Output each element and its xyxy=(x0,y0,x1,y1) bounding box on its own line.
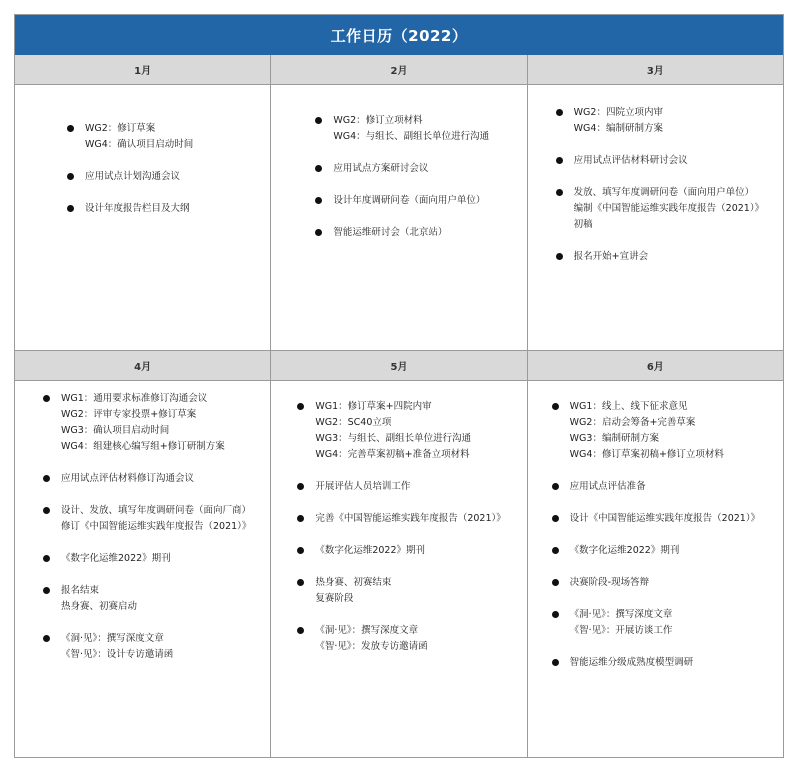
month-cell-jun xyxy=(528,351,783,757)
month-header: 1月 xyxy=(15,55,270,85)
calendar-item xyxy=(297,399,505,463)
calendar-item-line: WG1：修订草案+四院内审 xyxy=(315,401,432,412)
calendar-item-line: WG4：组建核心编写组+修订研制方案 xyxy=(61,441,225,452)
calendar-item-line: WG3：编制研制方案 xyxy=(569,433,659,444)
calendar-item-line: 智能运维分级成熟度模型调研 xyxy=(569,657,694,668)
calendar-item-line: WG1：通用要求标准修订沟通会议 xyxy=(61,393,208,404)
calendar-item xyxy=(315,113,489,145)
month-cell-feb xyxy=(271,55,527,351)
month-cell-jan xyxy=(15,55,271,351)
calendar-item xyxy=(297,543,505,559)
calendar-row-2 xyxy=(15,351,783,757)
calendar-item-line: WG2：启动会筹备+完善草案 xyxy=(569,417,696,428)
calendar-item xyxy=(315,161,489,177)
calendar-item xyxy=(43,391,251,455)
month-header: 6月 xyxy=(528,351,783,381)
calendar-title: 工作日历（2022） xyxy=(15,15,783,55)
calendar-item xyxy=(552,399,760,463)
calendar-item-line: WG4：与组长、副组长单位进行沟通 xyxy=(333,131,490,142)
calendar-item xyxy=(552,575,760,591)
calendar-item-line: 应用试点计划沟通会议 xyxy=(85,171,181,182)
month-item-list xyxy=(43,391,251,679)
month-item-list xyxy=(315,113,489,257)
calendar-item-line: 应用试点方案研讨会议 xyxy=(333,163,429,174)
month-header: 4月 xyxy=(15,351,270,381)
calendar-item-line: 智能运维研讨会（北京站） xyxy=(333,227,448,238)
calendar-item xyxy=(552,607,760,639)
calendar-item-line: 决赛阶段-现场答辩 xyxy=(569,577,650,588)
month-item-list xyxy=(556,105,764,281)
calendar-item xyxy=(297,479,505,495)
calendar-item-line: 应用试点评估准备 xyxy=(569,481,646,492)
month-item-list xyxy=(67,121,193,233)
calendar-item-line: 应用试点评估材料研讨会议 xyxy=(573,155,688,166)
calendar-item xyxy=(552,543,760,559)
calendar-item xyxy=(43,631,251,663)
calendar-item-line: WG2：评审专家投票+修订草案 xyxy=(61,409,197,420)
calendar-item xyxy=(67,121,193,153)
calendar-item xyxy=(43,551,251,567)
calendar-item xyxy=(297,511,505,527)
calendar-item-line: 《智·见》：开展访谈工作 xyxy=(569,625,673,636)
calendar-item-line: 应用试点评估材料修订沟通会议 xyxy=(61,473,195,484)
calendar-item-line: 设计年度调研问卷（面向用户单位） xyxy=(333,195,486,206)
calendar-item-line: 《智·见》：发放专访邀请函 xyxy=(315,641,428,652)
month-header: 2月 xyxy=(271,55,526,85)
calendar-item xyxy=(552,479,760,495)
calendar-item-line: 热身赛、初赛启动 xyxy=(61,601,138,612)
calendar-item-line: WG2：修订草案 xyxy=(85,123,156,134)
calendar-item-line: 热身赛、初赛结束 xyxy=(315,577,392,588)
calendar-item-line: 复赛阶段 xyxy=(315,593,354,604)
calendar-item-line: 报名开始+宣讲会 xyxy=(573,251,649,262)
calendar-item xyxy=(552,511,760,527)
calendar-item-line: 《智·见》：设计专访邀请函 xyxy=(61,649,174,660)
calendar-item-line: WG4：修订草案初稿+修订立项材料 xyxy=(569,449,724,460)
calendar-item-line: 《数字化运维2022》期刊 xyxy=(61,553,171,564)
calendar-item xyxy=(556,249,764,265)
calendar-item xyxy=(315,193,489,209)
calendar-item xyxy=(556,153,764,169)
calendar-item xyxy=(556,185,764,233)
calendar-item xyxy=(552,655,760,671)
calendar-item-line: 《洞·见》：撰写深度文章 xyxy=(569,609,673,620)
calendar-item-line: 《洞·见》：撰写深度文章 xyxy=(61,633,164,644)
calendar-item-line: WG4：编制研制方案 xyxy=(573,123,663,134)
calendar-item xyxy=(43,583,251,615)
calendar-item-line: 修订《中国智能运维实践年度报告（2021）》 xyxy=(61,521,252,532)
month-cell-apr xyxy=(15,351,271,757)
month-item-list xyxy=(552,399,760,687)
month-cell-mar xyxy=(528,55,783,351)
calendar-item xyxy=(297,575,505,607)
calendar-grid xyxy=(15,55,783,757)
calendar-item-line: 初稿 xyxy=(573,219,593,230)
calendar-item xyxy=(67,201,193,217)
calendar-item-line: 设计年度报告栏目及大纲 xyxy=(85,203,190,214)
calendar-item xyxy=(297,623,505,655)
month-header: 3月 xyxy=(528,55,783,85)
calendar-item-line: WG2：SC40立项 xyxy=(315,417,392,428)
calendar-item-line: WG2：四院立项内审 xyxy=(573,107,663,118)
calendar-item xyxy=(315,225,489,241)
calendar-item-line: 《数字化运维2022》期刊 xyxy=(315,545,426,556)
calendar-item-line: WG4：完善草案初稿+准备立项材料 xyxy=(315,449,470,460)
calendar-item-line: 完善《中国智能运维实践年度报告（2021）》 xyxy=(315,513,506,524)
month-cell-may xyxy=(271,351,527,757)
calendar-item-line: WG3：确认项目启动时间 xyxy=(61,425,170,436)
calendar-item-line: 编制《中国智能运维实践年度报告（2021）》 xyxy=(573,203,765,214)
calendar-item-line: 设计《中国智能运维实践年度报告（2021）》 xyxy=(569,513,761,524)
calendar-item-line: WG2：修订立项材料 xyxy=(333,115,423,126)
month-header: 5月 xyxy=(271,351,526,381)
calendar-item xyxy=(556,105,764,137)
calendar-item-line: 开展评估人员培训工作 xyxy=(315,481,411,492)
calendar-item-line: WG1：线上、线下征求意见 xyxy=(569,401,688,412)
calendar-row-1 xyxy=(15,55,783,351)
calendar-item-line: 报名结束 xyxy=(61,585,100,596)
calendar-item-line: WG4：确认项目启动时间 xyxy=(85,139,194,150)
calendar-item xyxy=(43,471,251,487)
calendar-frame xyxy=(14,14,784,758)
month-item-list xyxy=(297,399,505,671)
calendar-item-line: WG3：与组长、副组长单位进行沟通 xyxy=(315,433,472,444)
calendar-item-line: 《洞·见》：撰写深度文章 xyxy=(315,625,419,636)
calendar-item-line: 《数字化运维2022》期刊 xyxy=(569,545,680,556)
calendar-item xyxy=(43,503,251,535)
calendar-item xyxy=(67,169,193,185)
calendar-item-line: 设计、发放、填写年度调研问卷（面向厂商） xyxy=(61,505,252,516)
calendar-item-line: 发放、填写年度调研问卷（面向用户单位） xyxy=(573,187,755,198)
